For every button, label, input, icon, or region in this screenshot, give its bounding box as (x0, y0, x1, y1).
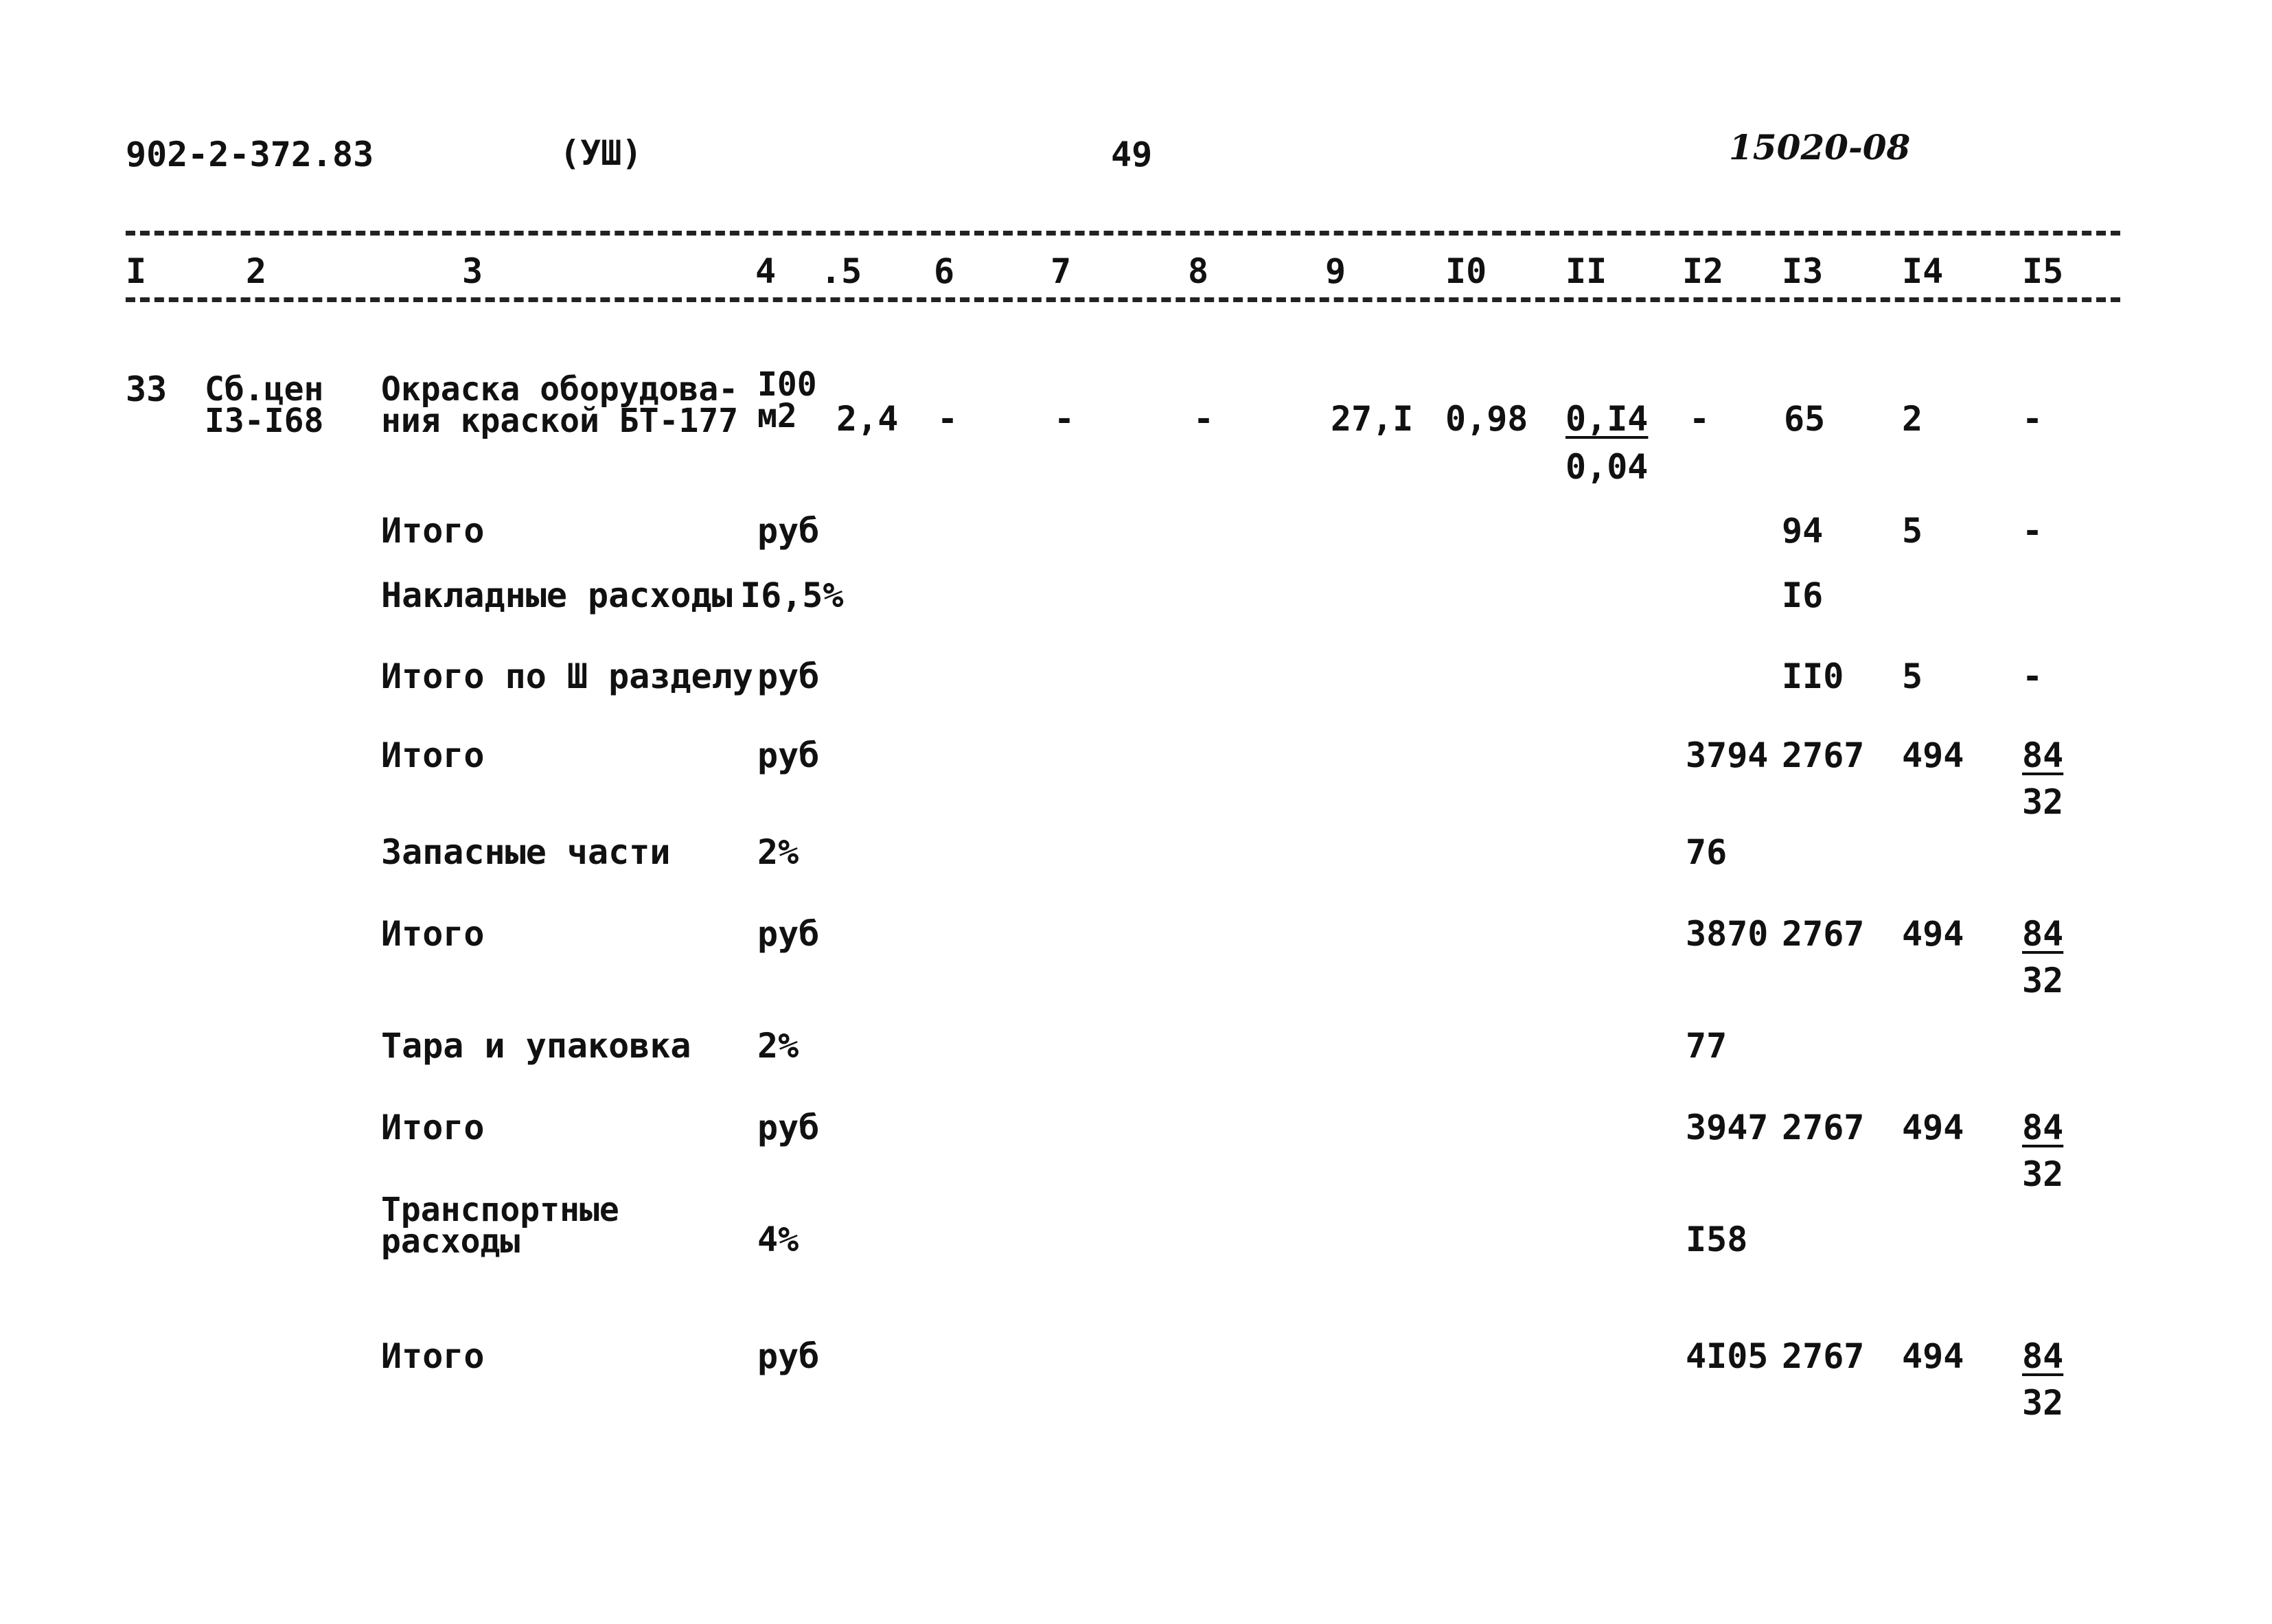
page-number: 49 (1111, 135, 1153, 174)
summary-col13: 2767 (1782, 1336, 1865, 1376)
item-code (205, 370, 324, 440)
summary-col14: 5 (1902, 656, 1923, 696)
summary-col15-top: - (2022, 511, 2043, 551)
summary-col15-bottom: 32 (2022, 961, 2064, 1000)
summary-unit: руб (757, 914, 820, 954)
item-description-line2: ния краской БТ-177 (381, 401, 739, 440)
item-unit-line2: м2 (757, 396, 797, 435)
summary-col12: 77 (1686, 1026, 1728, 1066)
summary-col12: 3947 (1686, 1108, 1769, 1147)
item-unit (757, 365, 817, 435)
item-col9: 27,I (1331, 399, 1414, 439)
summary-unit: руб (757, 1108, 820, 1147)
item-number: 33 (126, 369, 168, 409)
item-col7: - (1054, 399, 1075, 439)
summary-label: Итого (381, 735, 485, 775)
summary-col14: 5 (1902, 511, 1923, 551)
summary-col15-top: 84 (2022, 1108, 2064, 1147)
column-header: I3 (1782, 251, 1824, 291)
item-col14: 2 (1902, 399, 1923, 439)
header-top-rule (126, 231, 2120, 236)
summary-unit: 4% (757, 1220, 799, 1259)
summary-col13: 2767 (1782, 735, 1865, 775)
summary-col12: 3794 (1686, 735, 1769, 775)
column-header: I2 (1682, 251, 1724, 291)
summary-col14: 494 (1902, 735, 1964, 775)
summary-col13: II0 (1782, 656, 1844, 696)
summary-col12: 76 (1686, 832, 1728, 872)
summary-unit: руб (757, 511, 820, 551)
summary-label-line2: расходы (381, 1222, 520, 1261)
column-header: I (126, 251, 147, 291)
summary-unit: руб (757, 656, 820, 696)
summary-label: Итого (381, 511, 485, 551)
summary-col15-bottom: 32 (2022, 782, 2064, 822)
summary-col15-top: - (2022, 656, 2043, 696)
item-code-line2: I3-I68 (205, 401, 324, 440)
column-header: 8 (1188, 251, 1209, 291)
summary-label: Итого (381, 1108, 485, 1147)
item-col10: 0,98 (1445, 399, 1528, 439)
summary-col12: 3870 (1686, 914, 1769, 954)
summary-unit: 2% (757, 1026, 799, 1066)
summary-label: Итого (381, 1336, 485, 1376)
header-bottom-rule (126, 297, 2120, 302)
column-header: I0 (1445, 251, 1487, 291)
item-unit-line1: I00 (757, 365, 817, 404)
summary-col14: 494 (1902, 1336, 1964, 1376)
item-col6: - (937, 399, 959, 439)
column-header: 2 (246, 251, 267, 291)
summary-label-line1: Транспортные (381, 1191, 619, 1229)
column-header: 6 (934, 251, 955, 291)
item-description-line1: Окраска оборудова- (381, 370, 739, 409)
item-col8: - (1193, 399, 1215, 439)
document-code: 902-2-372.83 (126, 135, 374, 174)
summary-unit: 2% (757, 832, 799, 872)
item-col13: 65 (1784, 399, 1826, 439)
item-code-line1: Сб.цен (205, 370, 324, 409)
summary-col15-bottom: 32 (2022, 1154, 2064, 1194)
column-header: I4 (1902, 251, 1944, 291)
column-header: II (1565, 251, 1607, 291)
column-header: 3 (462, 251, 483, 291)
summary-col13: 94 (1782, 511, 1824, 551)
item-col12: - (1689, 399, 1710, 439)
column-header: 4 (755, 251, 777, 291)
summary-col15-top: 84 (2022, 1336, 2064, 1376)
column-header: I5 (2022, 251, 2064, 291)
summary-unit: руб (757, 1336, 820, 1376)
summary-col12: 4I05 (1686, 1336, 1769, 1376)
summary-col15-top: 84 (2022, 735, 2064, 775)
summary-label: Тара и упаковка (381, 1026, 691, 1066)
item-col11-bottom: 0,04 (1565, 447, 1649, 487)
summary-col15-top: 84 (2022, 914, 2064, 954)
summary-col15-bottom: 32 (2022, 1383, 2064, 1423)
summary-col12: I58 (1686, 1220, 1748, 1259)
handwritten-stamp: 15020-08 (1729, 127, 1911, 168)
item-quantity: 2,4 (836, 399, 899, 439)
summary-col14: 494 (1902, 1108, 1964, 1147)
summary-label: Итого (381, 914, 485, 954)
summary-label: Запасные части (381, 832, 671, 872)
summary-label (381, 1191, 619, 1261)
item-col15: - (2022, 399, 2043, 439)
summary-unit: руб (757, 735, 820, 775)
column-header: .5 (821, 251, 862, 291)
summary-col14: 494 (1902, 914, 1964, 954)
summary-col13: 2767 (1782, 914, 1865, 954)
item-description (381, 370, 739, 440)
summary-col13: 2767 (1782, 1108, 1865, 1147)
column-header: 7 (1051, 251, 1072, 291)
summary-col13: I6 (1782, 575, 1824, 615)
album-number: (УШ) (560, 133, 643, 173)
summary-label: Накладные расходы (381, 575, 733, 615)
summary-label: Итого по Ш разделу (381, 656, 753, 696)
summary-unit: I6,5% (740, 575, 844, 615)
item-col11-top: 0,I4 (1565, 399, 1649, 439)
column-header: 9 (1325, 251, 1346, 291)
